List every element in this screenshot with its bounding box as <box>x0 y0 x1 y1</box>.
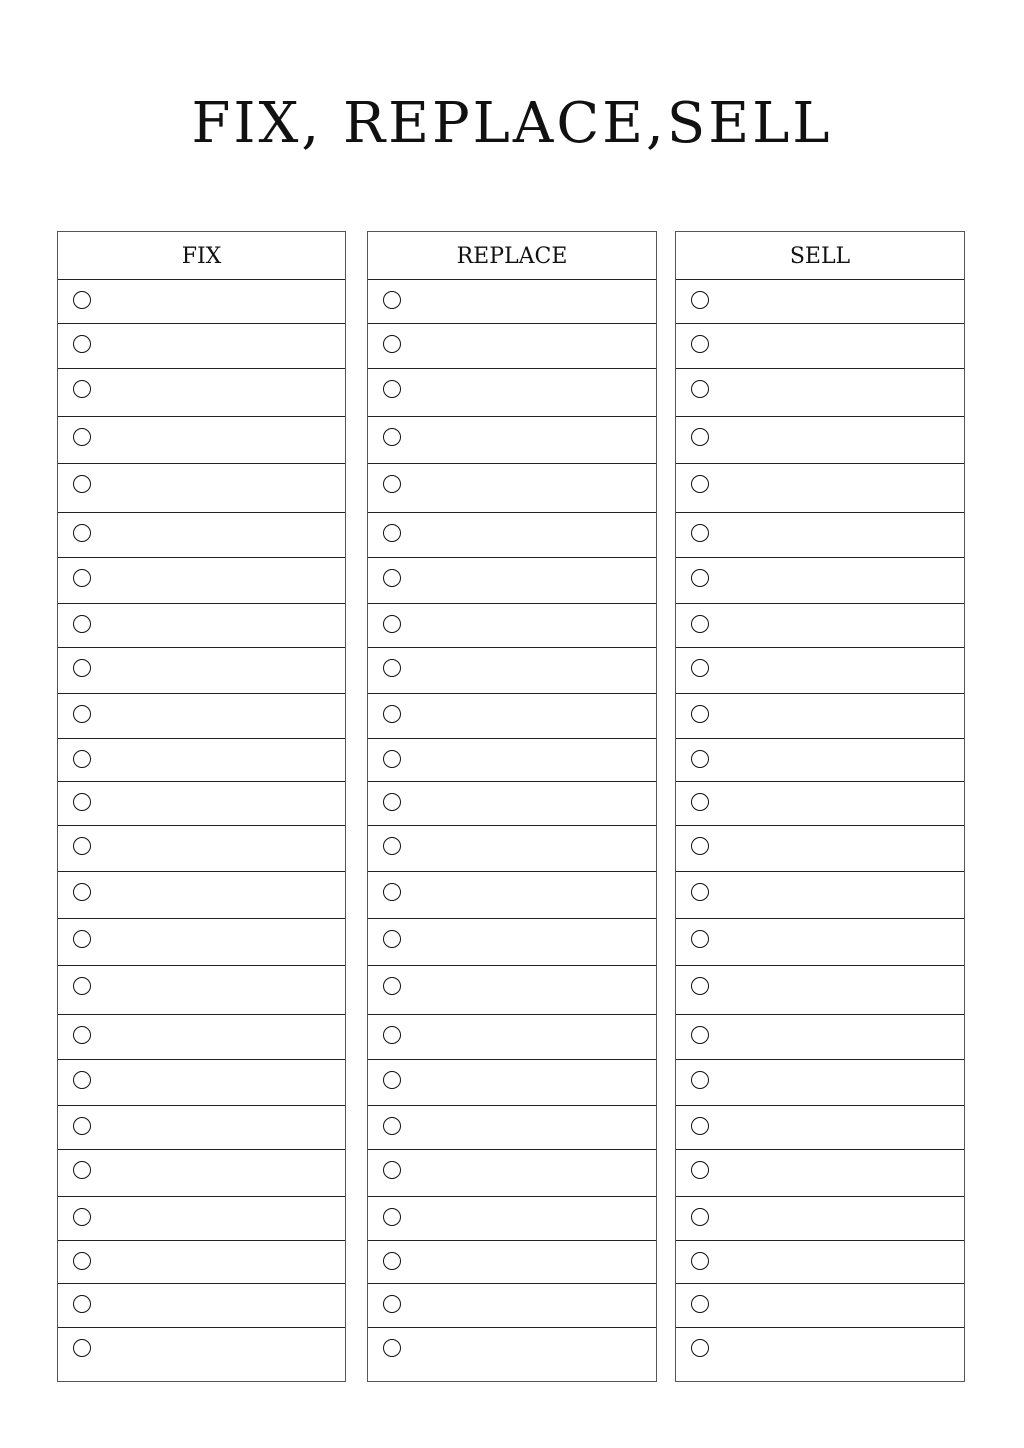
sell-list-item <box>676 1106 964 1150</box>
sell-list-item <box>676 1241 964 1284</box>
fix-list-item <box>58 872 345 919</box>
fix-list-item <box>58 1060 345 1106</box>
circle-checkbox-icon[interactable] <box>383 1295 401 1313</box>
replace-list-item <box>368 558 656 604</box>
circle-checkbox-icon[interactable] <box>691 705 709 723</box>
sell-list-item <box>676 558 964 604</box>
fix-list-item <box>58 604 345 648</box>
replace-list-item <box>368 1328 656 1382</box>
circle-checkbox-icon[interactable] <box>73 615 91 633</box>
sell-list-item <box>676 1284 964 1328</box>
circle-checkbox-icon[interactable] <box>691 930 709 948</box>
replace-list-item <box>368 1150 656 1197</box>
circle-checkbox-icon[interactable] <box>691 569 709 587</box>
circle-checkbox-icon[interactable] <box>383 1208 401 1226</box>
circle-checkbox-icon[interactable] <box>691 335 709 353</box>
replace-list-item <box>368 464 656 513</box>
circle-checkbox-icon[interactable] <box>383 1161 401 1179</box>
sell-list-item <box>676 648 964 694</box>
circle-checkbox-icon[interactable] <box>383 793 401 811</box>
circle-checkbox-icon[interactable] <box>383 335 401 353</box>
sell-list-item <box>676 1197 964 1241</box>
fix-list-item <box>58 464 345 513</box>
circle-checkbox-icon[interactable] <box>691 837 709 855</box>
replace-list-item <box>368 324 656 369</box>
replace-list-item <box>368 1060 656 1106</box>
circle-checkbox-icon[interactable] <box>691 1071 709 1089</box>
circle-checkbox-icon[interactable] <box>383 615 401 633</box>
circle-checkbox-icon[interactable] <box>383 1026 401 1044</box>
replace-list-item <box>368 369 656 417</box>
circle-checkbox-icon[interactable] <box>73 428 91 446</box>
replace-list-item <box>368 648 656 694</box>
circle-checkbox-icon[interactable] <box>73 705 91 723</box>
sell-list-item <box>676 464 964 513</box>
sell-list-item <box>676 324 964 369</box>
replace-list-item <box>368 1015 656 1060</box>
circle-checkbox-icon[interactable] <box>383 930 401 948</box>
circle-checkbox-icon[interactable] <box>383 750 401 768</box>
circle-checkbox-icon[interactable] <box>73 1071 91 1089</box>
replace-list-item <box>368 513 656 558</box>
circle-checkbox-icon[interactable] <box>73 569 91 587</box>
circle-checkbox-icon[interactable] <box>691 750 709 768</box>
fix-list-item <box>58 782 345 826</box>
replace-list-item <box>368 1197 656 1241</box>
fix-list-item <box>58 826 345 872</box>
fix-list-item <box>58 280 345 324</box>
circle-checkbox-icon[interactable] <box>691 1117 709 1135</box>
fix-list-item <box>58 739 345 782</box>
fix-list-item <box>58 1284 345 1328</box>
circle-checkbox-icon[interactable] <box>691 1252 709 1270</box>
replace-list-item <box>368 966 656 1015</box>
column-header-sell: SELL <box>676 232 964 280</box>
sell-list-item <box>676 1015 964 1060</box>
replace-list-item <box>368 694 656 739</box>
circle-checkbox-icon[interactable] <box>383 1339 401 1357</box>
circle-checkbox-icon[interactable] <box>73 291 91 309</box>
circle-checkbox-icon[interactable] <box>691 1208 709 1226</box>
replace-list-item <box>368 280 656 324</box>
circle-checkbox-icon[interactable] <box>691 428 709 446</box>
circle-checkbox-icon[interactable] <box>383 837 401 855</box>
circle-checkbox-icon[interactable] <box>73 930 91 948</box>
replace-list-item <box>368 872 656 919</box>
circle-checkbox-icon[interactable] <box>73 380 91 398</box>
circle-checkbox-icon[interactable] <box>383 569 401 587</box>
column-header-replace: REPLACE <box>368 232 656 280</box>
fix-list-item <box>58 558 345 604</box>
fix-list-item <box>58 369 345 417</box>
circle-checkbox-icon[interactable] <box>73 1295 91 1313</box>
circle-checkbox-icon[interactable] <box>73 335 91 353</box>
sell-list-item <box>676 1328 964 1382</box>
fix-list-item <box>58 417 345 464</box>
circle-checkbox-icon[interactable] <box>73 659 91 677</box>
sell-list-item <box>676 1060 964 1106</box>
fix-list-item <box>58 919 345 966</box>
circle-checkbox-icon[interactable] <box>691 1295 709 1313</box>
sell-list-item <box>676 513 964 558</box>
replace-list-item <box>368 919 656 966</box>
circle-checkbox-icon[interactable] <box>383 977 401 995</box>
circle-checkbox-icon[interactable] <box>691 793 709 811</box>
fix-list-item <box>58 1106 345 1150</box>
fix-list-item <box>58 694 345 739</box>
circle-checkbox-icon[interactable] <box>73 977 91 995</box>
sell-list-item <box>676 694 964 739</box>
circle-checkbox-icon[interactable] <box>73 1339 91 1357</box>
replace-column <box>367 231 657 1382</box>
circle-checkbox-icon[interactable] <box>383 380 401 398</box>
circle-checkbox-icon[interactable] <box>383 1071 401 1089</box>
replace-list-item <box>368 1241 656 1284</box>
circle-checkbox-icon[interactable] <box>383 659 401 677</box>
circle-checkbox-icon[interactable] <box>383 1252 401 1270</box>
sell-list-item <box>676 739 964 782</box>
circle-checkbox-icon[interactable] <box>691 1161 709 1179</box>
replace-list-item <box>368 417 656 464</box>
circle-checkbox-icon[interactable] <box>73 750 91 768</box>
fix-list-item <box>58 648 345 694</box>
sell-list-item <box>676 417 964 464</box>
fix-list-item <box>58 324 345 369</box>
sell-list-item <box>676 1150 964 1197</box>
circle-checkbox-icon[interactable] <box>383 705 401 723</box>
sell-column <box>675 231 965 1382</box>
sell-list-item <box>676 919 964 966</box>
circle-checkbox-icon[interactable] <box>691 1339 709 1357</box>
circle-checkbox-icon[interactable] <box>691 291 709 309</box>
circle-checkbox-icon[interactable] <box>691 524 709 542</box>
fix-list-item <box>58 1197 345 1241</box>
sell-list-item <box>676 966 964 1015</box>
circle-checkbox-icon[interactable] <box>691 1026 709 1044</box>
circle-checkbox-icon[interactable] <box>73 837 91 855</box>
circle-checkbox-icon[interactable] <box>383 475 401 493</box>
sell-list-item <box>676 369 964 417</box>
circle-checkbox-icon[interactable] <box>383 883 401 901</box>
circle-checkbox-icon[interactable] <box>73 1117 91 1135</box>
circle-checkbox-icon[interactable] <box>73 1252 91 1270</box>
circle-checkbox-icon[interactable] <box>383 291 401 309</box>
circle-checkbox-icon[interactable] <box>383 428 401 446</box>
fix-list-item <box>58 1328 345 1382</box>
circle-checkbox-icon[interactable] <box>383 524 401 542</box>
circle-checkbox-icon[interactable] <box>73 883 91 901</box>
fix-list-item <box>58 513 345 558</box>
sell-list-item <box>676 826 964 872</box>
sell-list-item <box>676 872 964 919</box>
circle-checkbox-icon[interactable] <box>691 883 709 901</box>
replace-list-item <box>368 826 656 872</box>
fix-list-item <box>58 1150 345 1197</box>
fix-list-item <box>58 1241 345 1284</box>
circle-checkbox-icon[interactable] <box>73 524 91 542</box>
sell-list-item <box>676 782 964 826</box>
circle-checkbox-icon[interactable] <box>691 615 709 633</box>
replace-list-item <box>368 1106 656 1150</box>
circle-checkbox-icon[interactable] <box>383 1117 401 1135</box>
circle-checkbox-icon[interactable] <box>691 977 709 995</box>
column-header-fix: FIX <box>58 232 345 280</box>
fix-column <box>57 231 346 1382</box>
fix-list-item <box>58 966 345 1015</box>
circle-checkbox-icon[interactable] <box>691 475 709 493</box>
page-title: FIX, REPLACE,SELL <box>191 91 833 156</box>
circle-checkbox-icon[interactable] <box>73 1026 91 1044</box>
replace-list-item <box>368 1284 656 1328</box>
circle-checkbox-icon[interactable] <box>691 380 709 398</box>
circle-checkbox-icon[interactable] <box>73 475 91 493</box>
replace-list-item <box>368 739 656 782</box>
circle-checkbox-icon[interactable] <box>73 793 91 811</box>
sell-list-item <box>676 280 964 324</box>
replace-list-item <box>368 604 656 648</box>
circle-checkbox-icon[interactable] <box>691 659 709 677</box>
circle-checkbox-icon[interactable] <box>73 1208 91 1226</box>
sell-list-item <box>676 604 964 648</box>
circle-checkbox-icon[interactable] <box>73 1161 91 1179</box>
replace-list-item <box>368 782 656 826</box>
fix-list-item <box>58 1015 345 1060</box>
